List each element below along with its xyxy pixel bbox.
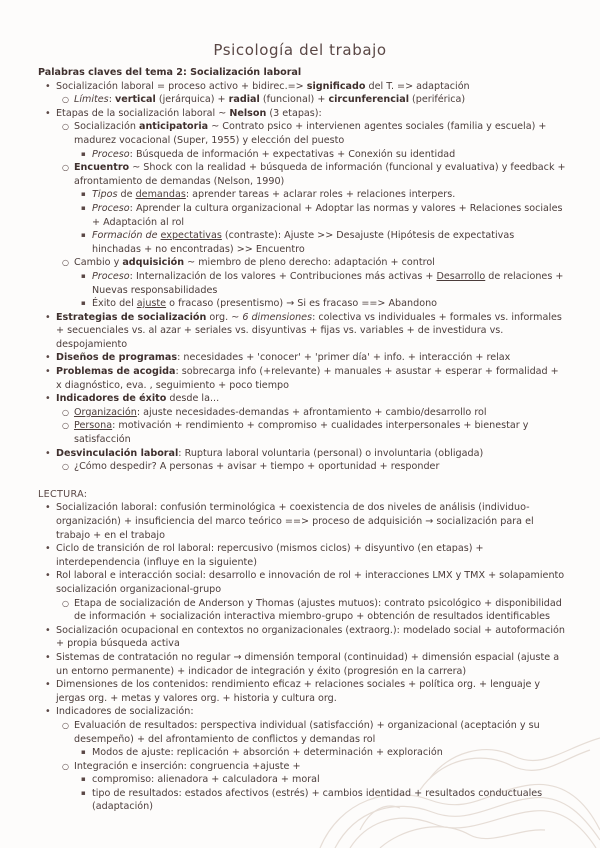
list-item: ▪ Proceso: Aprender la cultura organizacional + Adoptar las normas y valores + Relaciones sociales + Adaptación al rol — [76, 202, 566, 229]
list-item: ○ Organización: ajuste necesidades-demandas + afrontamiento + cambio/desarrollo rol — [58, 406, 566, 420]
list-item: ○ Cambio y adquisición ~ miembro de pleno derecho: adaptación + control ▪ Proceso: Internalización de los valores + Contribuciones más activas + Desarrollo de relaciones + Nuevas responsabilidades ▪ Éxito del ajuste o fracaso (presentismo) → Si es fracaso ==> Abandono — [58, 256, 566, 310]
list-item: ▪ Proceso: Búsqueda de información + expectativas + Conexión su identidad — [76, 148, 566, 162]
list-item: ▪ Formación de expectativas (contraste): Ajuste >> Desajuste (Hipótesis de expectativas hinchadas + no encontradas) >> Encuentro — [76, 229, 566, 256]
list-item: • Socialización ocupacional en contextos no organizacionales (extraorg.): modelado social + autoformación + propia búsqueda activa — [38, 624, 566, 651]
list-item: ○ Límites: vertical (jerárquica) + radial (funcional) + circunferencial (periférica) — [58, 93, 566, 107]
list-item: ▪ Tipos de demandas: aprender tareas + aclarar roles + relaciones interpers. — [76, 188, 566, 202]
list-item: ▪ compromiso: alienadora + calculadora + moral — [76, 773, 566, 787]
list-item: • Indicadores de socialización: ○ Evaluación de resultados: perspectiva individual (satisfacción) + organizacional (aceptación y su desempeño) + del afrontamiento de conflictos y demandas rol ▪ Modos de ajuste: replicación + absorción + determinación + exploración ○ Integración e inserción: congruencia +ajuste + ▪ compromiso: alienadora + calculadora + moral ▪ tipo de resultados: estados afectivos (estrés) + cambios identidad + resultados conductuales (adaptación) — [38, 705, 566, 814]
list-item: • Etapas de la socialización laboral ~ Nelson (3 etapas): ○ Socialización anticipatoria ~ Contrato psico + intervienen agentes sociales (familia y escuela) + madurez vocacional (Super, 1955) y elección del puesto ▪ Proceso: Búsqueda de información + expectativas + Conexión su identidad ○ Encuentro ~ Shock con la realidad + búsqueda de información (funcional y evaluativa) y feedback + afrontamiento de demandas (Nelson, 1990) ▪ Tipos de demandas: aprender tareas + aclarar roles + relaciones interpers. ▪ Proceso: Aprender la cultura organizacional + Adoptar las normas y valores + Relaciones sociales + Adaptación al rol ▪ Formación de expectativas (contraste): Ajuste >> Desajuste (Hipótesis de expectativas hinchadas + no encontradas) >> Encuentro ○ Cambio y adquisición ~ miembro de pleno derecho: adaptación + control ▪ Proceso: Internalización de los valores + Contribuciones más activas + Desarrollo de relaciones + Nuevas responsabilidades ▪ Éxito del ajuste o fracaso (presentismo) → Si es fracaso ==> Abandono — [38, 107, 566, 311]
list-item: • Socialización laboral = proceso activo + bidirec.=> significado del T. => adaptación ○ Límites: vertical (jerárquica) + radial (funcional) + circunferencial (periférica) — [38, 80, 566, 107]
list-item: • Problemas de acogida: sobrecarga info (+relevante) + manuales + asustar + esperar + formalidad + x diagnóstico, eva. , seguimiento + poco tiempo — [38, 365, 566, 392]
list-item: ▪ Proceso: Internalización de los valores + Contribuciones más activas + Desarrollo de relaciones + Nuevas responsabilidades — [76, 270, 566, 297]
list-item: • Socialización laboral: confusión terminológica + coexistencia de dos niveles de análisis (individuo-organización) + insuficiencia del marco teórico ==> proceso de adquisición → socialización para el trabajo + en el trabajo — [38, 501, 566, 542]
list-item: ○ Etapa de socialización de Anderson y Thomas (ajustes mutuos): contrato psicológico + disponibilidad de información + socialización interactiva miembro-grupo + obtención de resultados identificables — [58, 597, 566, 624]
list-item: • Rol laboral e interacción social: desarrollo e innovación de rol + interacciones LMX y TMX + solapamiento socialización organizacional-grupo ○ Etapa de socialización de Anderson y Thomas (ajustes mutuos): contrato psicológico + disponibilidad de información + socialización interactiva miembro-grupo + obtención de resultados identificables — [38, 569, 566, 623]
list-item: ○ Evaluación de resultados: perspectiva individual (satisfacción) + organizacional (aceptación y su desempeño) + del afrontamiento de conflictos y demandas rol ▪ Modos de ajuste: replicación + absorción + determinación + exploración — [58, 719, 566, 760]
list-item: ○ ¿Cómo despedir? A personas + avisar + tiempo + oportunidad + responder — [58, 460, 566, 474]
section-heading: Palabras claves del tema 2: Socialización laboral — [38, 67, 302, 78]
list-item: • Desvinculación laboral: Ruptura laboral voluntaria (personal) o involuntaria (obligada) ○ ¿Cómo despedir? A personas + avisar + tiempo + oportunidad + responder — [38, 447, 566, 474]
list-item: • Indicadores de éxito desde la... ○ Organización: ajuste necesidades-demandas + afrontamiento + cambio/desarrollo rol ○ Persona: motivación + rendimiento + compromiso + cualidades interpersonales + bienestar y satisfacción — [38, 392, 566, 446]
list-item: • Sistemas de contratación no regular → dimensión temporal (continuidad) + dimensión espacial (ajuste a un entorno permanente) + indicador de integración y éxito (progresión en la carrera) — [38, 651, 566, 678]
list-item: • Estrategias de socialización org. ~ 6 dimensiones: colectiva vs individuales + formales vs. informales + secuenciales vs. al azar + seriales vs. disyuntivas + fijas vs. variables + de investidura vs. despojamiento — [38, 311, 566, 352]
list-item: ○ Socialización anticipatoria ~ Contrato psico + intervienen agentes sociales (familia y escuela) + madurez vocacional (Super, 1955) y elección del puesto ▪ Proceso: Búsqueda de información + expectativas + Conexión su identidad — [58, 120, 566, 161]
list-item: • Dimensiones de los contenidos: rendimiento eficaz + relaciones sociales + política org. + lenguaje y jergas org. + metas y valores org. + historia y cultura org. — [38, 678, 566, 705]
lectura-list — [38, 501, 566, 814]
list-item: ○ Integración e inserción: congruencia +ajuste + ▪ compromiso: alienadora + calculadora + moral ▪ tipo de resultados: estados afectivos (estrés) + cambios identidad + resultados conductuales (adaptación) — [58, 760, 566, 814]
list-item: ▪ Éxito del ajuste o fracaso (presentismo) → Si es fracaso ==> Abandono — [76, 297, 566, 311]
list-item: ○ Persona: motivación + rendimiento + compromiso + cualidades interpersonales + bienestar y satisfacción — [58, 419, 566, 446]
list-item: • Ciclo de transición de rol laboral: repercusivo (mismos ciclos) + disyuntivo (en etapas) + interdependencia (influye en la siguiente) — [38, 542, 566, 569]
lectura-heading: LECTURA: — [38, 488, 88, 500]
list-item: ○ Encuentro ~ Shock con la realidad + búsqueda de información (funcional y evaluativa) y feedback + afrontamiento de demandas (Nelson, 1990) ▪ Tipos de demandas: aprender tareas + aclarar roles + relaciones interpers. ▪ Proceso: Aprender la cultura organizacional + Adoptar las normas y valores + Relaciones sociales + Adaptación al rol ▪ Formación de expectativas (contraste): Ajuste >> Desajuste (Hipótesis de expectativas hinchadas + no encontradas) >> Encuentro — [58, 161, 566, 256]
page-title: Psicología del trabajo — [213, 41, 387, 59]
list-item: • Diseños de programas: necesidades + 'conocer' + 'primer día' + info. + interacción + relax — [38, 351, 566, 365]
keywords-list — [38, 80, 566, 474]
notes-content — [38, 66, 566, 814]
list-item: ▪ tipo de resultados: estados afectivos (estrés) + cambios identidad + resultados conductuales (adaptación) — [76, 787, 566, 814]
list-item: ▪ Modos de ajuste: replicación + absorción + determinación + exploración — [76, 746, 566, 760]
